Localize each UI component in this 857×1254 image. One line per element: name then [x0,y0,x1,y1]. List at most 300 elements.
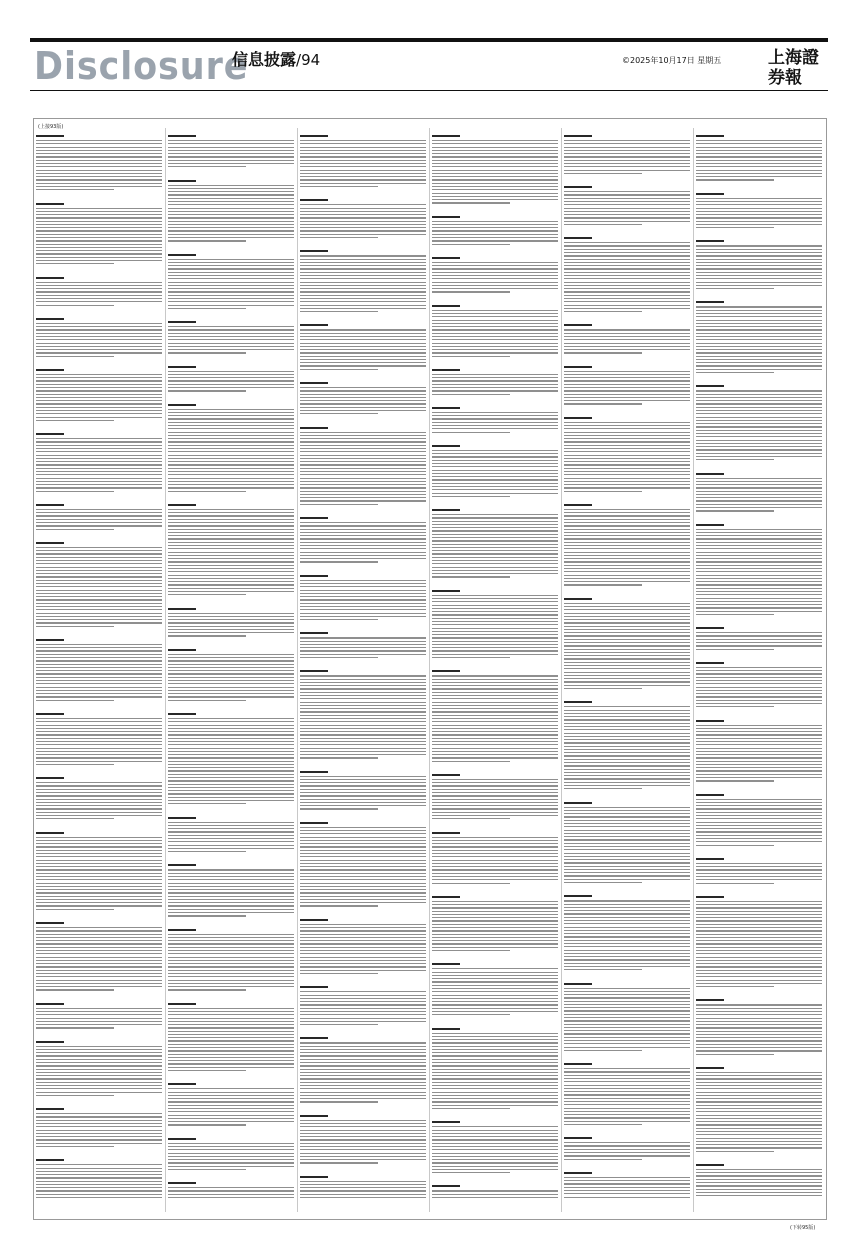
text-line [564,555,690,556]
text-line [564,726,690,727]
text-line [300,285,426,286]
text-line [432,456,558,457]
text-line [300,830,426,831]
text-line [432,336,558,337]
text-line [36,673,162,674]
text-line [168,1092,294,1093]
text-line [168,741,294,742]
text-line [168,953,294,954]
text-line [696,706,774,707]
text-line [36,815,162,816]
text-line [36,896,162,897]
text-line [168,892,294,893]
text-line [300,751,426,752]
text-line [168,301,294,302]
text-line [432,692,558,693]
article-heading [168,504,196,506]
text-line [696,920,822,921]
text-line [432,637,558,638]
text-line [36,380,162,381]
text-line [696,446,822,447]
text-line [432,140,558,141]
text-line [168,889,294,890]
text-line [168,594,246,595]
text-line [432,285,558,286]
section-title [232,50,320,70]
text-line [36,509,162,510]
article-heading [36,1003,64,1005]
text-line [168,1187,294,1188]
article-heading [300,822,328,824]
text-line [564,716,690,717]
text-line [696,966,822,967]
text-line [36,461,162,462]
text-line [168,973,294,974]
text-line [300,927,426,928]
text-line [168,1031,294,1032]
text-line [564,1177,690,1178]
text-line [168,976,294,977]
text-line [564,578,690,579]
article-heading [36,922,64,924]
text-line [168,731,294,732]
text-line [300,940,426,941]
text-line [432,738,558,739]
text-line [300,1149,426,1150]
text-line [300,776,426,777]
text-line [696,700,822,701]
text-line [36,966,162,967]
article-heading [432,1121,460,1123]
text-line [168,1060,294,1061]
text-line [168,1047,294,1048]
text-line [432,1055,558,1056]
text-line [36,384,162,385]
text-line [168,902,294,903]
text-line [564,584,642,585]
text-line [432,815,558,816]
text-line [432,1149,558,1150]
text-line [564,839,690,840]
text-line [168,912,294,913]
text-line [432,715,558,716]
text-line [432,143,558,144]
text-line [36,570,162,571]
text-line [696,588,822,589]
text-line [564,882,642,883]
text-line [432,744,558,745]
article-heading [564,598,592,600]
article-heading [432,135,460,137]
text-line [300,478,426,479]
article-heading [168,1003,196,1005]
text-line [432,517,558,518]
text-line [168,886,294,887]
text-line [564,997,690,998]
text-line [168,800,294,801]
text-line [168,1111,294,1112]
text-line [300,552,426,553]
text-line [300,711,426,712]
text-line [168,1070,246,1071]
text-line [36,550,162,551]
text-line [300,432,426,433]
text-line [168,980,294,981]
text-line [432,721,558,722]
text-line [168,1159,294,1160]
text-line [168,581,294,582]
text-line [432,972,558,973]
text-line [564,920,690,921]
text-line [36,657,162,658]
text-line [432,418,558,419]
text-line [696,808,822,809]
text-line [696,548,822,549]
text-line [36,840,162,841]
text-line [36,413,162,414]
text-line [432,547,558,548]
text-line [36,860,162,861]
text-line [300,346,426,347]
text-line [300,491,426,492]
text-line [432,349,558,350]
text-line [168,725,294,726]
text-line [696,1044,822,1045]
text-line [300,1004,426,1005]
text-line [168,150,294,151]
article-heading [36,1041,64,1043]
text-line [300,448,426,449]
text-line [432,1042,558,1043]
text-line [564,862,690,863]
text-line [36,1126,162,1127]
article-heading [36,318,64,320]
text-line [696,649,774,650]
text-line [696,598,822,599]
text-line [564,940,690,941]
text-line [564,525,690,526]
text-line [564,1010,690,1011]
text-line [696,365,822,366]
text-line [168,234,294,235]
text-line [432,320,558,321]
text-line [696,805,822,806]
text-line [168,883,294,884]
text-line [168,529,294,530]
text-line [564,672,690,673]
text-line [168,268,294,269]
text-line [300,721,426,722]
text-line [564,384,690,385]
text-line [300,688,426,689]
text-line [696,835,822,836]
column-divider [693,128,694,1212]
text-line [432,1197,558,1198]
text-line [696,725,822,726]
text-line [432,1001,558,1002]
article-heading [168,254,196,256]
article-heading [432,407,460,409]
text-column [564,132,690,1212]
text-line [168,848,294,849]
text-line [300,718,426,719]
text-line [300,369,378,370]
text-line [36,976,162,977]
text-line [36,576,162,577]
text-line [168,1040,294,1041]
text-line [432,920,558,921]
text-line [432,1136,558,1137]
text-line [432,1069,558,1070]
text-line [300,532,426,533]
text-line [696,1037,822,1038]
text-line [564,1075,690,1076]
text-line [168,670,294,671]
text-line [300,960,426,961]
text-line [696,761,822,762]
text-line [564,519,690,520]
text-line [432,911,558,912]
text-line [36,1174,162,1175]
text-line [696,278,822,279]
text-line [168,1095,294,1096]
text-line [168,435,294,436]
text-line [696,433,822,434]
text-line [36,757,162,758]
text-line [168,425,294,426]
text-line [432,856,558,857]
text-line [564,1124,642,1125]
text-line [696,329,822,330]
text-line [564,668,690,669]
text-line [36,580,162,581]
text-line [696,907,822,908]
text-line [696,1118,822,1119]
text-line [564,438,690,439]
text-line [300,535,426,536]
text-line [432,563,558,564]
text-line [432,193,558,194]
text-line [696,545,822,546]
text-line [36,298,162,299]
text-line [300,1159,426,1160]
text-line [36,863,162,864]
text-line [168,940,294,941]
text-line [696,673,822,674]
text-line [168,163,294,164]
text-line [432,634,558,635]
text-line [432,860,558,861]
text-line [564,1033,690,1034]
text-line [696,163,822,164]
text-line [300,204,426,205]
text-line [564,425,690,426]
text-line [696,831,822,832]
text-line [36,970,162,971]
text-line [432,866,558,867]
text-line [696,369,822,370]
text-line [432,479,558,480]
text-line [696,397,822,398]
text-line [300,695,426,696]
text-line [564,491,642,492]
text-line [564,487,690,488]
text-line [564,946,690,947]
text-line [432,930,558,931]
text-line [564,1101,690,1102]
text-line [168,1169,246,1170]
article-heading [300,250,328,252]
text-line [36,1133,162,1134]
text-line [432,1162,558,1163]
text-line [432,927,558,928]
text-line [432,147,558,148]
text-line [300,1095,426,1096]
text-line [168,140,294,141]
text-line [300,548,426,549]
text-line [696,561,822,562]
text-line [36,491,114,492]
text-line [696,390,822,391]
text-line [36,1046,162,1047]
text-line [696,799,822,800]
text-line [696,478,822,479]
text-line [696,825,822,826]
text-line [300,846,426,847]
text-line [696,1082,822,1083]
text-line [696,552,822,553]
column-divider [561,128,562,1212]
text-line [300,731,426,732]
text-line [696,744,822,745]
text-line [168,754,294,755]
text-line [432,883,510,884]
text-line [300,1001,426,1002]
text-line [300,748,426,749]
text-line [168,845,294,846]
text-line [36,650,162,651]
text-line [696,320,822,321]
text-line [696,1144,822,1145]
text-line [696,780,774,781]
text-line [696,166,822,167]
text-line [168,687,294,688]
text-line [36,352,162,353]
text-line [432,1036,558,1037]
text-line [300,208,426,209]
text-line [432,975,558,976]
text-line [36,374,162,375]
text-line [432,1049,558,1050]
text-line [168,336,294,337]
text-line [564,910,690,911]
text-line [168,970,294,971]
text-line [696,413,822,414]
text-line [36,487,162,488]
text-line [36,1014,162,1015]
text-line [168,509,294,510]
text-line [300,227,426,228]
text-line [564,635,690,636]
text-line [300,953,426,954]
text-line [564,879,690,880]
text-line [168,160,294,161]
text-line [432,1033,558,1034]
text-line [564,665,690,666]
text-line [36,1181,162,1182]
text-line [432,576,510,577]
text-line [168,1101,294,1102]
text-line [564,217,690,218]
text-line [696,950,822,951]
text-line [36,751,162,752]
text-line [36,989,114,990]
text-line [432,265,558,266]
text-line [564,224,642,225]
article-heading [432,896,460,898]
text-line [300,500,426,501]
article-heading [168,929,196,931]
text-line [36,670,162,671]
article-heading [432,670,460,672]
text-line [564,262,690,263]
article-heading [696,896,724,898]
text-line [36,336,162,337]
text-line [300,892,426,893]
text-line [36,451,162,452]
text-line [36,603,162,604]
text-line [564,736,690,737]
text-line [168,696,294,697]
text-line [696,731,822,732]
text-line [168,448,294,449]
text-line [432,390,558,391]
text-line [168,542,294,543]
text-line [696,601,822,602]
text-line [168,522,294,523]
text-line [168,265,294,266]
text-line [300,963,426,964]
text-line [168,909,294,910]
article-heading [36,777,64,779]
text-line [432,647,558,648]
text-line [432,1190,558,1191]
text-line [696,1101,822,1102]
text-line [696,696,822,697]
text-line [300,863,426,864]
text-line [432,1039,558,1040]
text-line [564,675,690,676]
text-line [300,896,426,897]
text-line [696,1147,822,1148]
text-line [36,1075,162,1076]
text-line [36,1088,162,1089]
text-line [36,481,162,482]
article-heading [564,802,592,804]
text-line [432,227,558,228]
text-line [168,288,294,289]
article-heading [432,1185,460,1187]
text-line [432,611,558,612]
text-line [168,738,294,739]
text-line [36,937,162,938]
text-line [696,275,822,276]
text-line [432,1194,558,1195]
text-line [168,797,294,798]
text-line [696,459,774,460]
article-heading [564,135,592,137]
text-line [696,863,822,864]
